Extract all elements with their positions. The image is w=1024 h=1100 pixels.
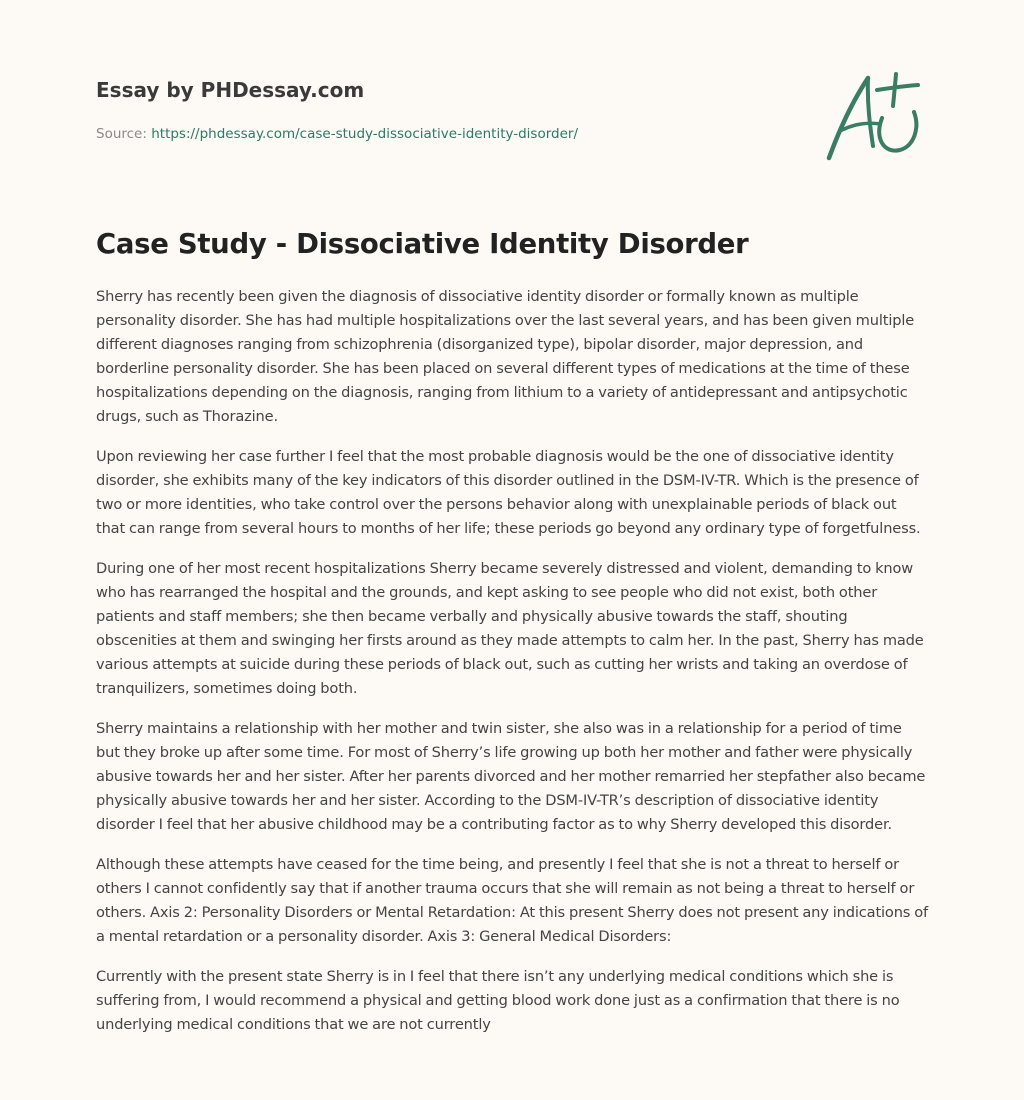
essay-paragraph: Currently with the present state Sherry is in I feel that there isn’t any underlying medical conditions which she is suffering from, I would recommend a physical and getting blood work done just as a confirmation that there is no underlying medical conditions that we are not currently: [96, 968, 900, 1033]
essay-paragraph: During one of her most recent hospitalizations Sherry became severely distressed and violent, demanding to know who has rearranged the hospital and the grounds, and kept asking to see people who did not exist, both other patients and staff members; she then became verbally and physically abusive towards the staff, shouting obscenities at them and swinging her firsts around as they made attempts to calm her. In the past, Sherry has made various attempts at suicide during these periods of black out, such as cutting her wrists and taking an overdose of tranquilizers, sometimes doing both.: [96, 560, 924, 697]
essay-paragraph: Upon reviewing her case further I feel that the most probable diagnosis would be the one of dissociative identity disorder, she exhibits many of the key indicators of this disorder outlined in the DSM-IV-TR. Which is the presence of two or more identities, who take control over the persons behavior along with unexplainable periods of black out that can range from several hours to months of her life; these periods go beyond any ordinary type of forgetfulness.: [96, 448, 921, 537]
a-plus-icon: [822, 66, 932, 166]
source-link[interactable]: https://phdessay.com/case-study-dissociative-identity-disorder/: [151, 126, 579, 142]
page-header: [96, 76, 716, 144]
source-label: Source:: [96, 126, 152, 142]
source-line: [96, 124, 716, 144]
essay-title: Case Study - Dissociative Identity Disorder: [96, 228, 749, 260]
essay-paragraph: Sherry maintains a relationship with her mother and twin sister, she also was in a relationship for a period of time but they broke up after some time. For most of Sherry’s life growing up both her mother and father were physically abusive towards her and her sister. After her parents divorced and her mother remarried her stepfather also became physically abusive towards her and her sister. According to the DSM-IV-TR’s description of dissociative identity disorder I feel that her abusive childhood may be a contributing factor as to why Sherry developed this disorder.: [96, 720, 926, 833]
essay-paragraph: Sherry has recently been given the diagnosis of dissociative identity disorder or formally known as multiple personality disorder. She has had multiple hospitalizations over the last several years, and has been given multiple different diagnoses ranging from schizophrenia (disorganized type), bipolar disorder, major depression, and borderline personality disorder. She has been placed on several different types of medications at the time of these hospitalizations depending on the diagnosis, ranging from lithium to a variety of antidepressant and antipsychotic drugs, such as Thorazine.: [96, 288, 915, 425]
essay-paragraph: Although these attempts have ceased for the time being, and presently I feel that she is not a threat to herself or others I cannot confidently say that if another trauma occurs that she will remain as not being a threat to herself or others. Axis 2: Personality Disorders or Mental Retardation: At this present Sherry does not present any indications of a mental retardation or a personality disorder. Axis 3: General Medical Disorders:: [96, 856, 929, 945]
essay-body: [96, 285, 928, 1053]
site-brand: Essay by PHDessay.com: [96, 78, 365, 102]
a-plus-grade-logo: [822, 66, 932, 166]
